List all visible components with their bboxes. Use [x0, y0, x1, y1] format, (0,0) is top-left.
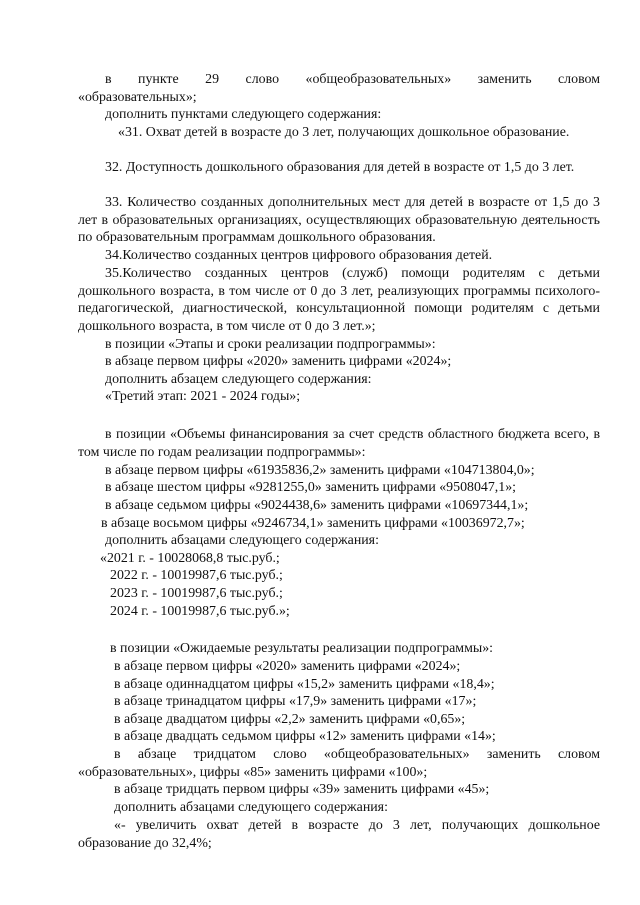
paragraph-year-2023 [78, 585, 600, 603]
paragraph-results-eleventh [78, 676, 600, 694]
paragraph-year-2022 [78, 567, 600, 585]
text-line: дополнить абзацем следующего содержания: [105, 372, 372, 387]
paragraph-results-add [78, 799, 600, 817]
text-line: «31. Охват детей в возрасте до 3 лет, получающих дошкольное образование. [118, 125, 570, 140]
paragraph-item-29 [78, 71, 600, 106]
text-line: в абзаце шестом цифры «9281255,0» заменить цифрами «9508047,1»; [105, 480, 517, 495]
paragraph-financing-sixth [78, 479, 600, 497]
paragraph-results-thirtieth [78, 746, 600, 781]
text-line: в абзаце двадцатом цифры «2,2» заменить цифрами «0,65»; [114, 712, 466, 727]
paragraph-item-32 [78, 159, 600, 177]
paragraph-item-31 [78, 124, 600, 142]
paragraph-results-twenty-seventh [78, 728, 600, 746]
paragraph-results-position [78, 640, 600, 658]
text-line: 2022 г. - 10019987,6 тыс.руб.; [110, 568, 283, 583]
text-line: дополнить абзацами следующего содержания: [114, 800, 388, 815]
text-line: 35.Количество созданных центров (служб) помощи родителям с детьми дошкольного возраста, в том числе от 0 до 3 лет, реализующих программы психолого-педагогической, диагностической, консультационной помощи родителям с детьми дошкольного возраста, в том числе от 0 до 3 лет.»; [78, 266, 600, 334]
text-line: в абзаце первом цифры «2020» заменить цифрами «2024»; [114, 659, 461, 674]
text-line: 2023 г. - 10019987,6 тыс.руб.; [110, 586, 283, 601]
paragraph-financing-position [78, 426, 600, 461]
paragraph-add-items [78, 106, 600, 124]
text-line: в абзаце тридцатом слово «общеобразовательных» заменить словом «образовательных», цифры «85» заменить цифрами «100»; [78, 747, 600, 780]
text-line: «- увеличить охват детей в возрасте до 3 лет, получающих дошкольное образование до 32,4%; [78, 818, 600, 851]
paragraph-results-first [78, 658, 600, 676]
text-line: 2024 г. - 10019987,6 тыс.руб.»; [110, 604, 290, 619]
text-line: дополнить абзацами следующего содержания: [105, 533, 379, 548]
paragraph-stages-add [78, 371, 600, 389]
paragraph-financing-add [78, 532, 600, 550]
paragraph-results-thirteenth [78, 693, 600, 711]
text-line: 32. Доступность дошкольного образования для детей в возрасте от 1,5 до 3 лет. [105, 160, 575, 175]
paragraph-year-2021 [78, 550, 600, 568]
paragraph-item-35 [78, 265, 600, 335]
paragraph-financing-first [78, 462, 600, 480]
text-line: 33. Количество созданных дополнительных мест для детей в возрасте от 1,5 до 3 лет в образовательных организациях, осуществляющих образовательную деятельность по образовательным программам дошкольного образования. [78, 195, 600, 246]
text-line: в абзаце одиннадцатом цифры «15,2» заменить цифрами «18,4»; [114, 677, 495, 692]
paragraph-stages-first [78, 353, 600, 371]
paragraph-results-twentieth [78, 711, 600, 729]
paragraph-results-new [78, 817, 600, 852]
paragraph-financing-seventh [78, 497, 600, 515]
text-line: в абзаце первом цифры «61935836,2» заменить цифрами «104713804,0»; [105, 463, 535, 478]
text-line: «образовательных»; [78, 89, 197, 105]
text-line: в абзаце тридцать первом цифры «39» заменить цифрами «45»; [114, 782, 490, 797]
text-line: в абзаце тринадцатом цифры «17,9» заменить цифрами «17»; [114, 694, 477, 709]
text-line: 34.Количество созданных центров цифрового образования детей. [105, 248, 493, 263]
text-line: в позиции «Ожидаемые результаты реализации подпрограммы»: [110, 641, 493, 656]
paragraph-year-2024 [78, 603, 600, 621]
paragraph-item-34 [78, 247, 600, 265]
paragraph-results-thirty-first [78, 781, 600, 799]
text-line: в абзаце седьмом цифры «9024438,6» заменить цифрами «10697344,1»; [105, 498, 529, 513]
text-line: «Третий этап: 2021 - 2024 годы»; [105, 389, 301, 404]
paragraph-financing-eighth [78, 515, 600, 533]
text-line: дополнить пунктами следующего содержания: [105, 107, 382, 122]
text-line: «2021 г. - 10028068,8 тыс.руб.; [100, 551, 280, 566]
text-line: в позиции «Этапы и сроки реализации подпрограммы»: [105, 337, 436, 352]
paragraph-item-33 [78, 194, 600, 247]
text-line: в позиции «Объемы финансирования за счет средств областного бюджета всего, в том числе по годам реализации подпрограммы»: [78, 427, 600, 460]
text-line: в абзаце восьмом цифры «9246734,1» заменить цифрами «10036972,7»; [101, 516, 525, 531]
text-line: в абзаце двадцать седьмом цифры «12» заменить цифрами «14»; [114, 729, 496, 744]
paragraph-stages-position [78, 336, 600, 354]
paragraph-stages-third [78, 388, 600, 406]
text-line: в абзаце первом цифры «2020» заменить цифрами «2024»; [105, 354, 452, 369]
text-line: в пункте 29 слово «общеобразовательных» заменить словом [105, 72, 600, 87]
